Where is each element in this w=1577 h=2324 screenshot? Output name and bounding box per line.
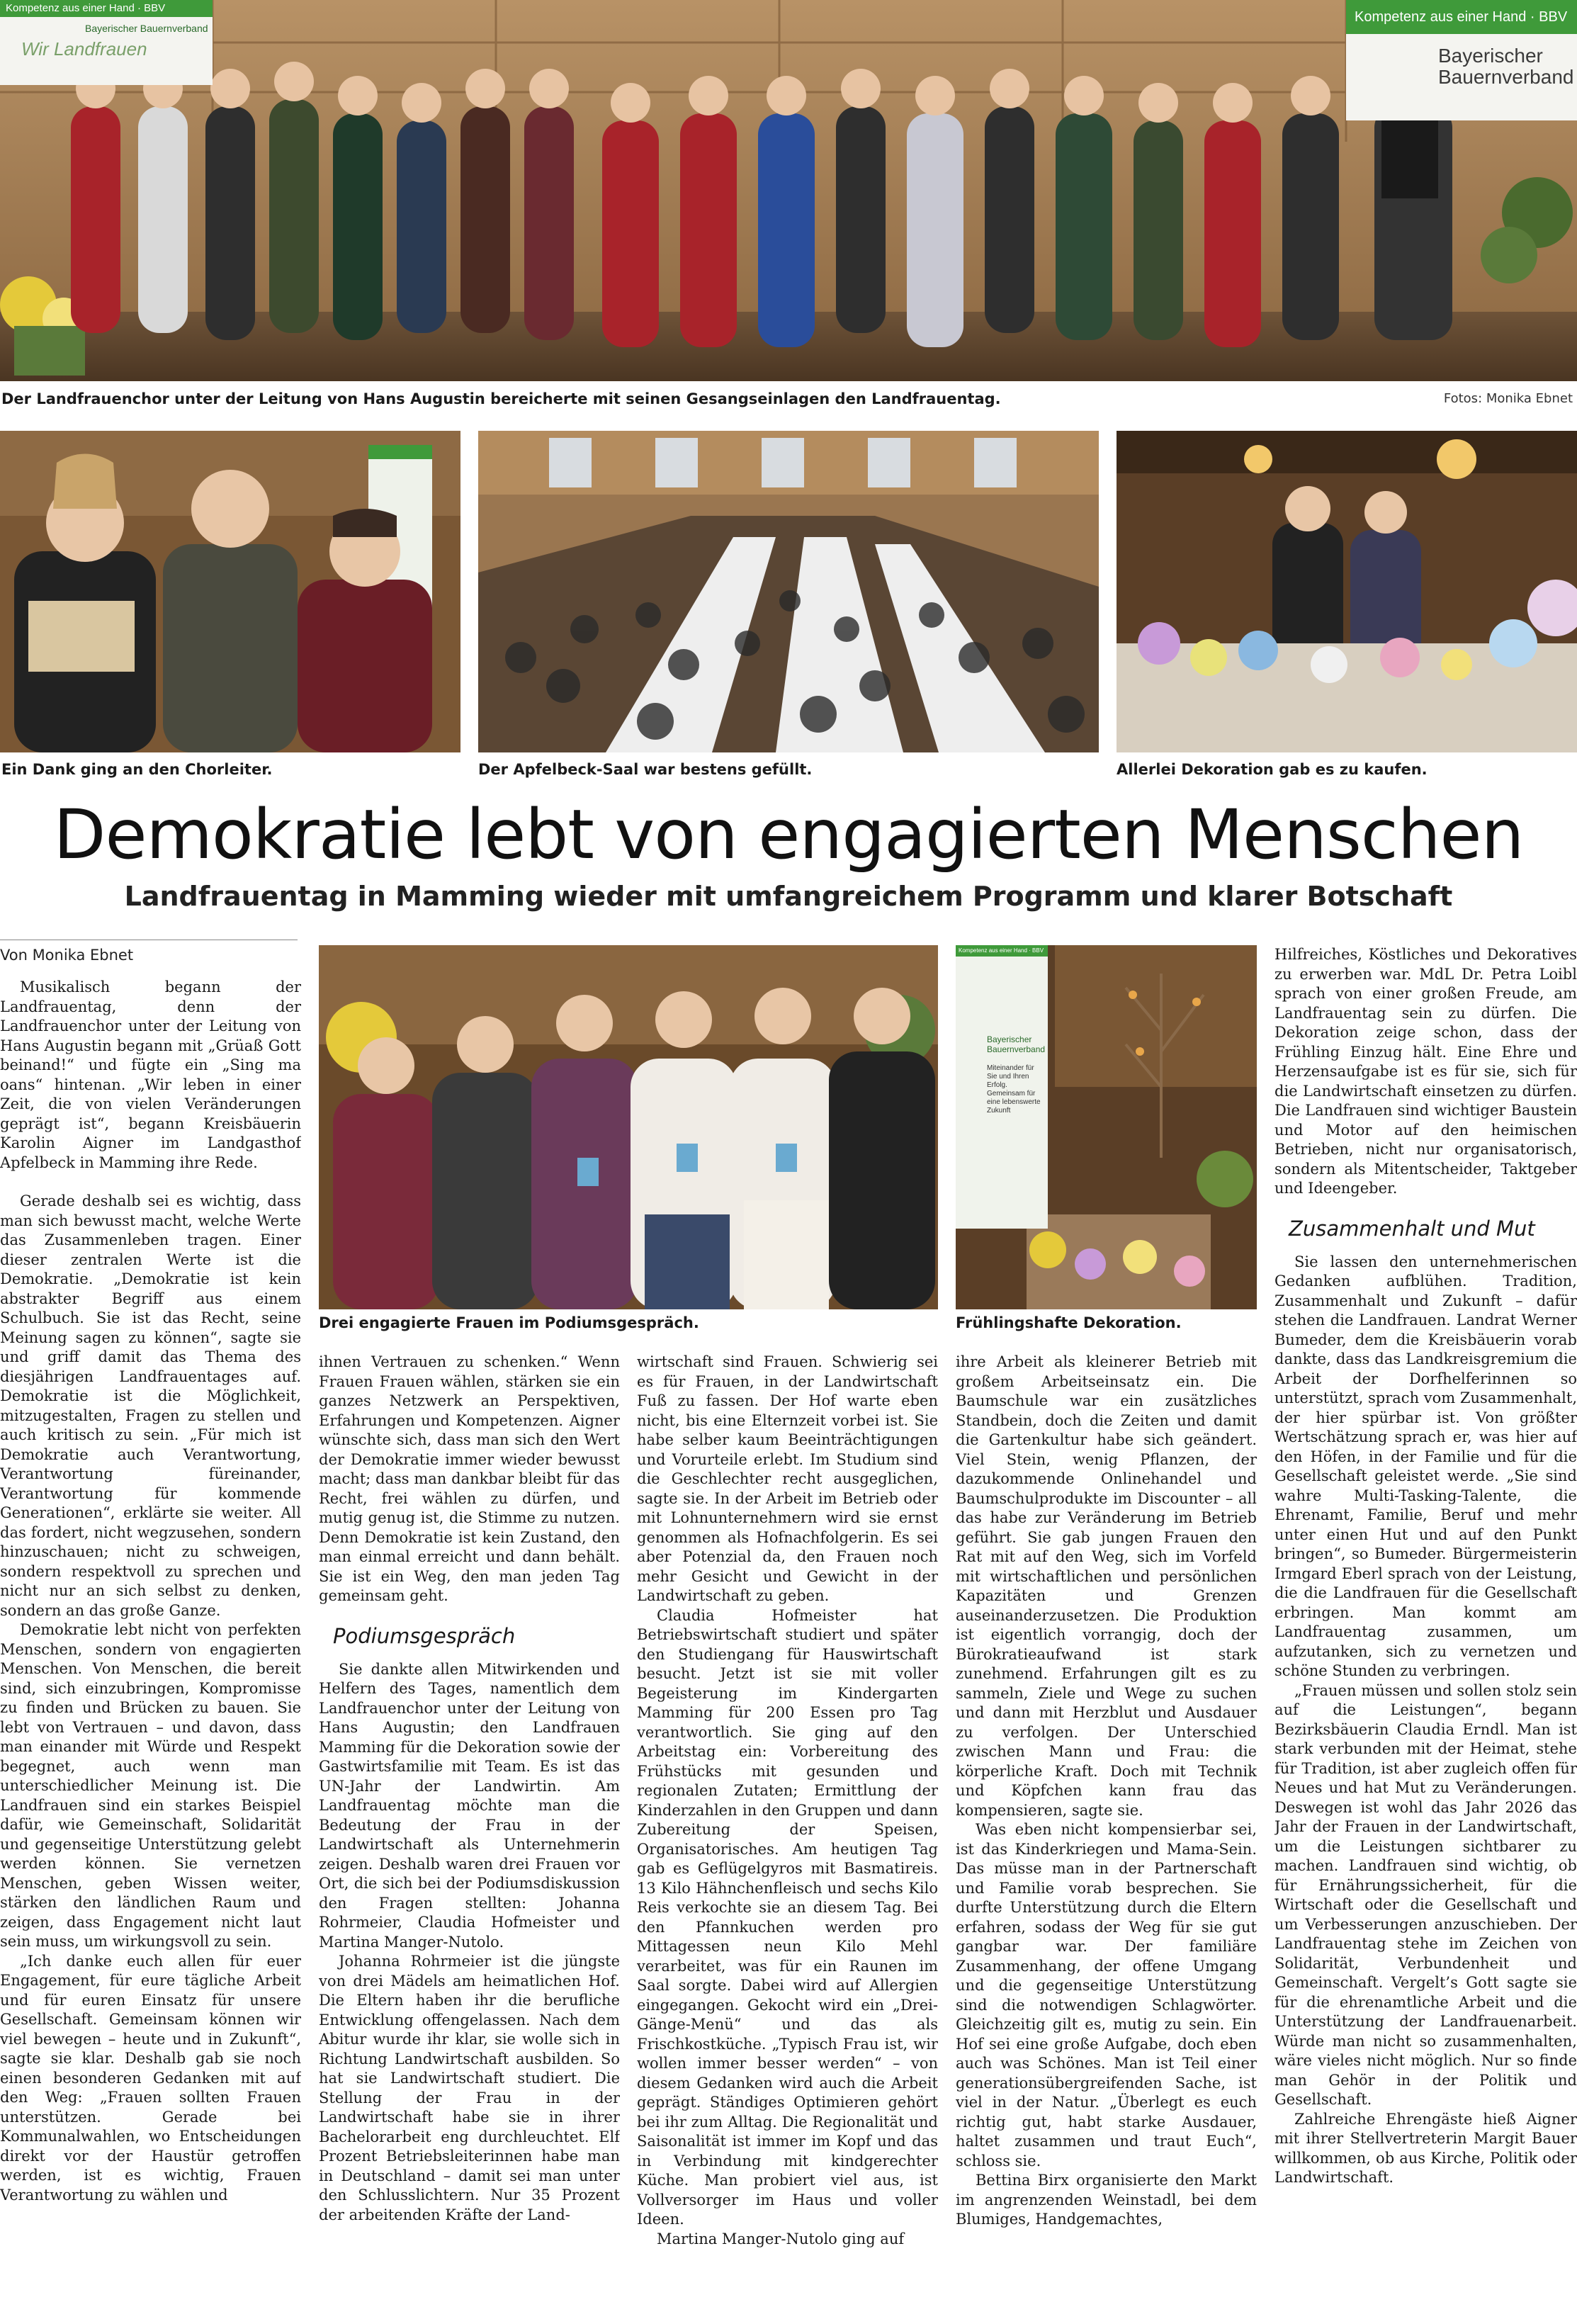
paragraph: wirtschaft sind Frauen. Schwierig sei es für Frauen, in der Landwirtschaft Fuß zu fassen. Der Hof warte eben nicht, bis eine Elternzeit vorbei ist. Sie habe selber kaum Beeinträchtigungen und Vorurteile erlebt. Im Studium sind die Geschlechter recht ausgeglichen, sagte sie. In der Arbeit im Betrieb oder mit Lohnunternehmern wird sie ernst genommen als Hofnachfolgerin. Es sei aber Potenzial da, den Frauen noch mehr Gesicht und Gewicht in der Landwirtschaft zu geben. bbox=[637, 1353, 938, 1604]
banner-text: Miteinander für Sie und Ihren Erfolg. Gemeinsam für eine lebenswerte Zukunft bbox=[987, 1064, 1041, 1115]
column-2 bbox=[319, 1353, 620, 2324]
paragraph: Martina Manger-Nutolo ging auf bbox=[657, 2230, 905, 2247]
banner-top-label: Kompetenz aus einer Hand · BBV bbox=[1346, 0, 1577, 34]
banner-brand: Bayerischer Bauernverband bbox=[987, 1034, 1046, 1054]
paragraph: ihnen Vertrauen zu schenken.“ Wenn Frauen Frauen wählen, stärken sie ein ganzes Netzwerk an Perspektiven, Erfahrungen und Kompetenzen. Aigner wünschte sich, dass man sich den Wert der Demokratie immer wieder bewusst macht; dass man dankbar bleibt für das Recht, frei wählen zu dürfen, und mutig genug ist, die Stimme zu nutzen. Denn Demokratie ist kein Zustand, den man einmal erreicht und dann behält. Sie ist ein Weg, den man jeden Tag gemeinsam geht. bbox=[319, 1353, 620, 1604]
bbv-banner-deco bbox=[956, 945, 1048, 1229]
paragraph: Was eben nicht kompensierbar sei, ist das Kinderkriegen und Mama-Sein. Das müsse man in der Partnerschaft und Familie vorab besprechen. Sie durfte Unterstützung durch die Eltern erfahren, sodass der Weg für sie gut gangbar war. Der familiäre Zusammenhang, der offene Umgang und die gegenseitige Unterstützung sind die notwendigen Schlagwörter. Gleichzeitig gilt es, mutig zu sein. Ein Hof sei eine große Aufgabe, doch eben auch was Schönes. Man ist Teil einer generationsübergreifenden Sache, ist viel in der Natur. „Überlegt es euch richtig gut, habt starke Ausdauer, haltet zusammen und traut Euch“, schloss sie. bbox=[956, 1821, 1257, 2170]
caption-podium: Drei engagierte Frauen im Podiumsgespräch. bbox=[319, 1314, 699, 1331]
paragraph: Johanna Rohrmeier ist die jüngste von drei Mädels am heimatlichen Hof. Die Eltern haben ihr die berufliche Entwicklung offengelassen. Nach dem Abitur wurde ihr klar, sie wolle sich in Richtung Landwirtschaft ausbilden. So hat sie Landwirtschaft studiert. Die Stellung der Frau in der Landwirtschaft habe sie in ihrer Bachelorarbeit eng durchleuchtet. Elf Prozent Betriebsleiterinnen habe man in Deutschland – damit sei man unter den Schlusslichtern. Nur 35 Prozent der arbeitenden Kräfte der Land- bbox=[319, 1953, 620, 2223]
banner-slogan: Wir Landfrauen bbox=[21, 38, 147, 60]
paragraph: Musikalisch begann der Landfrauentag, denn der Landfrauenchor unter der Leitung von Hans Augustin begann mit „Grüaß Gott beinand!“ und fügte ein „Sing ma oans“ hintenan. „Wir leben in einer Zeit, die von vielen Veränderungen geprägt ist“, begann Kreisbäuerin Karolin Aigner im Landgasthof Apfelbeck in Mamming ihre Rede. bbox=[0, 978, 301, 1171]
paragraph: Demokratie lebt nicht von perfekten Menschen, sondern von engagierten Menschen. Von Menschen, die bereit sind, sich einzubringen, Kompromisse zu finden und Brücken zu bauen. Sie lebt von Vertrauen – und davon, dass man einander mit Würde und Respekt begegnet, auch wenn man unterschiedlicher Meinung ist. Die Landfrauen sind ein starkes Beispiel dafür, wie Gemeinschaft, Solidarität und gegenseitige Unterstützung gelebt werden können. Sie vernetzen Menschen, geben Wissen weiter, stärken den ländlichen Raum und zeigen, dass Engagement nicht laut sein muss, um wirkungsvoll zu sein. bbox=[0, 1621, 301, 1950]
banner-top-label: Kompetenz aus einer Hand · BBV bbox=[0, 0, 213, 17]
paragraph: Gerade deshalb sei es wichtig, dass man sich bewusst macht, welche Werte das Zusammenleben tragen. Einer dieser zentralen Werte ist die Demokratie. „Demokratie ist kein abstrakter Begriff aus einem Schulbuch. Sie ist das Recht, seine Meinung sagen zu können“, sagte sie und griff damit das Thema des diesjährigen Landfrauentages auf. Demokratie ist die Möglichkeit, mitzugestalten, Fragen zu stellen und auch kritisch zu sein. „Für mich ist Demokratie auch Verantwortung, Verantwortung füreinander, Verantwortung für kommende Generationen“, erklärte sie weiter. All das fordert, nicht wegzusehen, sondern hinzuschauen; nicht zu schweigen, sondern respektvoll zu sprechen und nicht nur an sich selbst zu denken, sondern an das große Ganze. bbox=[0, 1192, 301, 1619]
banner-brand: Bayerischer Bauernverband bbox=[85, 23, 208, 34]
bbv-banner-left bbox=[0, 0, 213, 85]
paragraph: Hilfreiches, Köstliches und Dekoratives zu erwerben war. MdL Dr. Petra Loibl sprach von einer großen Freude, am Landfrauentag sein zu dürfen. Die Dekoration zeige schon, dass der Frühling Einzug hält. Eine Ehre und Herzensaufgabe ist es für sie, sich für die Landwirtschaft einsetzen zu dürfen. Die Landfrauen sind wichtiger Baustein und Motor auf den heimischen Betrieben, nicht nur organisatorisch, sondern als Mitentscheider, Taktgeber und Ideengeber. bbox=[1274, 946, 1577, 1197]
photo-chorleiter bbox=[0, 431, 460, 752]
headline: Demokratie lebt von engagierten Menschen bbox=[53, 795, 1524, 874]
caption-fruehling: Frühlingshafte Dekoration. bbox=[956, 1314, 1182, 1331]
caption-choir: Der Landfrauenchor unter der Leitung von Hans Augustin bereicherte mit seinen Gesangseinlagen den Landfrauentag. bbox=[1, 390, 1001, 407]
caption-chorleiter: Ein Dank ging an den Chorleiter. bbox=[1, 761, 273, 778]
paragraph: Claudia Hofmeister hat Betriebswirtschaft studiert und später den Studiengang für Hauswirtschaft besucht. Jetzt ist sie mit voller Begeisterung im Kindergarten Mamming für 200 Essen pro Tag verantwortlich. Sie ging auf den Arbeitstag ein: Vorbereitung des Frühstücks mit gesunden und regionalen Zutaten; Ermittlung der Kinderzahlen in den Gruppen und dann Zubereitung der Speisen, Organisatorisches. Am heutigen Tag gab es Geflügelgyros mit Basmatireis. 13 Kilo Hähnchenfleisch und sechs Kilo Reis verkochte sie an diesem Tag. Bei den Pfannkuchen werden pro Mittagessen neun Kilo Mehl verarbeitet, was für ein Raunen im Saal sorgte. Dabei wird auf Allergien eingegangen. Gekocht wird ein „Drei-Gänge-Menü“ und das als Frischkostküche. „Typisch Frau ist, wir wollen immer besser werden“ – von diesem Gedanken wird auch die Arbeit geprägt. Ständiges Optimieren gehört bei ihr zum Alltag. Die Regionalität und Saisonalität ist immer im Kopf und das in Verbindung mit kindgerechter Küche. Man probiert viel aus, ist Vollversorger im Haus und voller Ideen. bbox=[637, 1606, 938, 2228]
photo-fruehling bbox=[956, 945, 1257, 1309]
paragraph: Sie dankte allen Mitwirkenden und Helfern des Tages, namentlich dem Landfrauenchor unter der Leitung von Hans Augustin; den Landfrauen Mamming für die Dekoration sowie der Gastwirtsfamilie mit Team. Es ist das UN-Jahr der Landwirtin. Am Landfrauentag möchte man die Bedeutung der Frau in der Landwirtschaft als Unternehmerin zeigen. Deshalb waren drei Frauen vor Ort, die sich bei der Podiumsdiskussion den Fragen stellten: Johanna Rohrmeier, Claudia Hofmeister und Martina Manger-Nutolo. bbox=[319, 1660, 620, 1951]
paragraph: Sie lassen den unternehmerischen Gedanken aufblühen. Tradition, Zusammenhalt und Zukunft – dafür stehen die Landfrauen. Landrat Werner Bumeder, dem die Kreisbäuerin vorab dankte, dass das Landkreisgremium die Arbeit der Dorfhelferinnen so unterstützt, sprach vom Zusammenhalt, der hier spürbar ist. Von größter Wertschätzung sprach er, was hier auf den Höfen, in der Familie und für die Gesellschaft geleistet werde. „Sie sind wahre Multi-Tasking-Talente, die Ehrenamt, Familie, Beruf und mehr unter einen Hut und auf den Punkt bringen“, so Bumeder. Bürgermeisterin Irmgard Eberl sprach von der Leistung, die die Landfrauen für die Gesellschaft erbringen. Man kommt am Landfrauentag zusammen, um aufzutanken, sich zu vernetzen und schöne Stunden zu verbringen. bbox=[1274, 1253, 1577, 1679]
paragraph: Bettina Birx organisierte den Markt im angrenzenden Weinstadl, bei dem Blumiges, Handgemachtes, bbox=[956, 2172, 1257, 2228]
banner-brand: Bayerischer Bauernverband bbox=[1438, 45, 1574, 88]
caption-saal: Der Apfelbeck-Saal war bestens gefüllt. bbox=[478, 761, 813, 778]
paragraph: „Frauen müssen und sollen stolz sein auf die Leistungen“, begann Bezirksbäuerin Claudia Erndl. Man ist stark verbunden mit der Heimat, stehe für Tradition, ist aber zugleich offen für Neues und hat Mut zu Veränderungen. Deswegen ist wohl das Jahr 2026 das Jahr der Frauen in der Landwirtschaft, um die Leistungen sichtbarer zu machen. Landfrauen sind wichtig, ob für Ernährungssicherheit, für die Wirtschaft oder die Gesellschaft und um Verbesserungen anzuschieben. Der Landfrauentag stehe im Zeichen von Solidarität, Verbundenheit und Gemeinschaft. Vergelt’s Gott sagte sie für die ehrenamtliche Arbeit und die Unterstützung der Landfrauenarbeit. Würde man nicht so zusammenhalten, wäre vieles nicht möglich. Nur so finde man Gehör in der Politik und Gesellschaft. bbox=[1274, 1681, 1577, 2108]
bbv-banner-right bbox=[1346, 0, 1577, 120]
column-4 bbox=[956, 1353, 1257, 2324]
paragraph: Zahlreiche Ehrengäste hieß Aigner mit ihrer Stellvertreterin Margit Bauer willkommen, ob aus Kirche, Politik oder Landwirtschaft. bbox=[1274, 2110, 1577, 2186]
column-5 bbox=[1274, 945, 1577, 2324]
column-1 bbox=[0, 978, 301, 2324]
photo-dekoration-markt bbox=[1117, 431, 1577, 752]
banner-top-label: Kompetenz aus einer Hand · BBV bbox=[956, 945, 1048, 957]
byline: Von Monika Ebnet bbox=[0, 947, 134, 964]
paragraph: „Ich danke euch allen für euer Engagement, für eure tägliche Arbeit und für euren Einsatz für unsere Gesellschaft. Gemeinsam können wir viel bewegen – heute und in Zukunft“, sagte sie klar. Deshalb gab sie noch einen besonderen Gedanken mit auf den Weg: „Frauen sollten Frauen unterstützen. Gerade bei Kommunalwahlen, wo Entscheidungen direkt vor der Haustür getroffen werden, ist es wichtig, Frauen Verantwortung zu wählen und bbox=[0, 1952, 301, 2204]
caption-dekoration-markt: Allerlei Dekoration gab es zu kaufen. bbox=[1117, 761, 1428, 778]
subhead-zusammenhalt: Zusammenhalt und Mut bbox=[1289, 1216, 1535, 1241]
column-3 bbox=[637, 1353, 938, 2324]
photo-podium bbox=[319, 945, 938, 1309]
choir-photo bbox=[0, 0, 1577, 381]
subheadline: Landfrauentag in Mamming wieder mit umfangreichem Programm und klarer Botschaft bbox=[124, 881, 1453, 912]
photo-credit: Fotos: Monika Ebnet bbox=[1443, 391, 1573, 406]
photo-saal bbox=[478, 431, 1099, 752]
paragraph: ihre Arbeit als kleinerer Betrieb mit großem Arbeitseinsatz ein. Die Baumschule war ein zusätzliches Standbein, doch die Zeiten und damit die Gartenkultur habe sich geändert. Viel Stein, wenig Pflanzen, der dazukommende Onlinehandel und Baumschulprodukte im Discounter – all das habe zur Veränderung im Betrieb geführt. Sie gab jungen Frauen den Rat mit auf den Weg, sich im Vorfeld mit wirtschaftlichen und persönlichen Kapazitäten und Grenzen auseinanderzusetzen. Die Produktion ist eigentlich vorrangig, doch der Bürokratieaufwand ist stark zunehmend. Erfahrungen gilt es zu sammeln, Ziele und Wege zu suchen und dann mit Herzblut und Ausdauer zu verfolgen. Der Unterschied zwischen Mann und Frau: die körperliche Kraft. Doch mit Technik und Köpfchen kann frau das kompensieren, sagte sie. bbox=[956, 1353, 1257, 1819]
subhead-podium: Podiumsgespräch bbox=[333, 1623, 516, 1648]
